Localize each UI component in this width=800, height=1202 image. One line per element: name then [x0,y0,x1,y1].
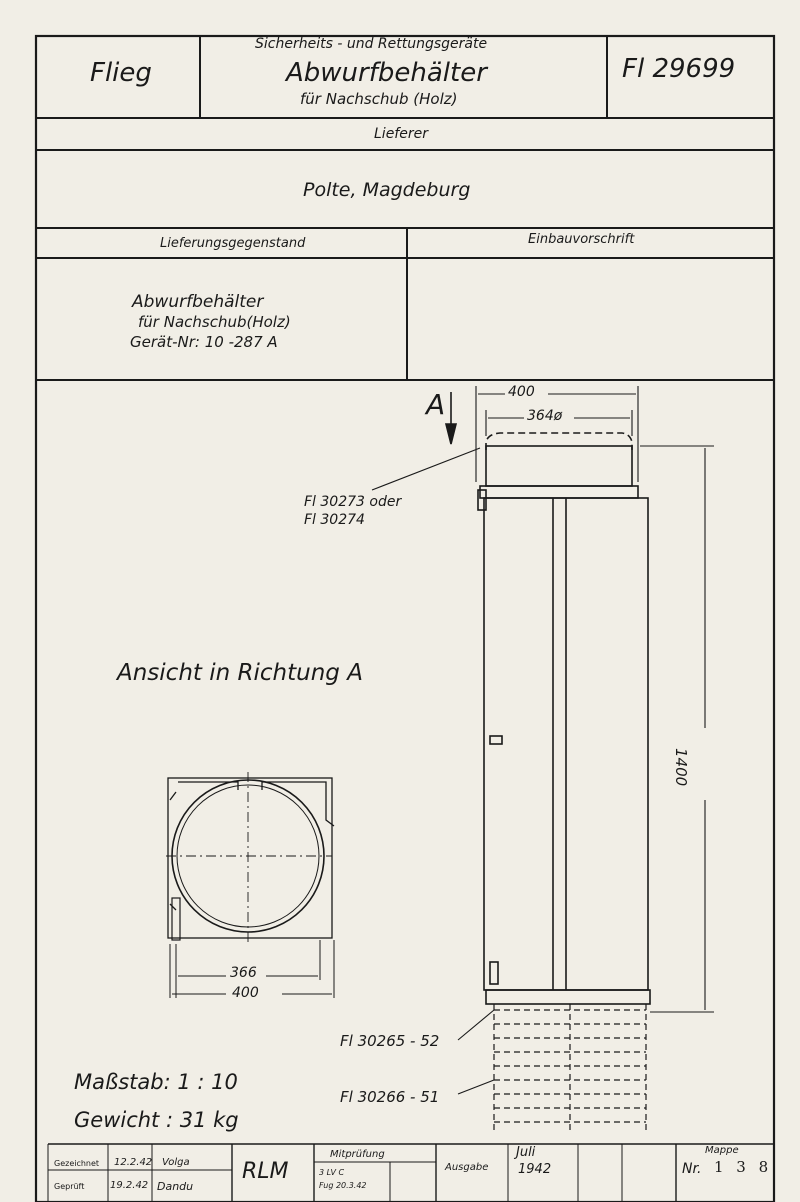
container-side-view [478,433,650,1132]
view-arrow-label: A [426,388,446,421]
drawn-signature: Volga [162,1157,190,1168]
supplier-name: Polte, Magdeburg [303,179,471,201]
part-ref-top-2: Fl 30274 [304,512,365,528]
checked-label: Geprüft [54,1182,85,1191]
sheet-border [36,36,774,1202]
issue-year: 1942 [518,1162,552,1177]
organization-label: RLM [242,1159,289,1184]
co-review-date: Fug 20.3.42 [319,1181,367,1190]
dimension-outer-width: 400 [508,384,535,400]
co-review-label: Mitprüfung [330,1149,385,1160]
dimension-inner-diameter: 364ø [527,408,563,424]
checked-signature: Dandu [157,1180,194,1193]
issue-label: Ausgabe [445,1162,489,1173]
scale-label: Maßstab: 1 : 10 [74,1070,238,1094]
item-name: Abwurfbehälter [132,292,264,312]
header-left-label: Flieg [90,58,152,88]
item-desc: für Nachschub(Holz) [138,313,291,331]
checked-date: 19.2.42 [110,1180,149,1191]
part-ref-top-1: Fl 30273 oder [304,494,402,510]
dimension-366: 366 [230,965,257,981]
header-subtitle: für Nachschub (Holz) [300,90,458,108]
header-title: Abwurfbehälter [286,58,487,88]
dimension-length: 1400 [672,748,690,787]
view-arrow [446,392,456,444]
drawn-label: Gezeichnet [54,1159,100,1168]
header-category: Sicherheits - und Rettungsgeräte [255,36,488,52]
drawing-number: Fl 29699 [622,54,736,84]
weight-label: Gewicht : 31 kg [74,1108,239,1132]
folder-nr-label: Nr. [682,1161,702,1177]
part-ref-bottom: Fl 30266 - 51 [340,1088,440,1106]
supplier-label: Lieferer [374,126,428,142]
drawn-date: 12.2.42 [114,1157,153,1168]
installation-label: Einbauvorschrift [528,232,635,247]
part-ref-mid: Fl 30265 - 52 [340,1032,440,1050]
dimension-lines [372,386,714,1094]
folder-number: 1 3 8 [714,1158,773,1176]
issue-month: Juli [516,1145,536,1160]
dimension-400-bottom: 400 [232,985,259,1001]
co-review-dept: 3 LV C [319,1168,345,1177]
view-title: Ansicht in Richtung A [117,660,363,686]
item-number: Gerät-Nr: 10 -287 A [130,333,278,351]
delivery-item-label: Lieferungsgegenstand [160,236,306,251]
folder-label: Mappe [705,1145,739,1156]
